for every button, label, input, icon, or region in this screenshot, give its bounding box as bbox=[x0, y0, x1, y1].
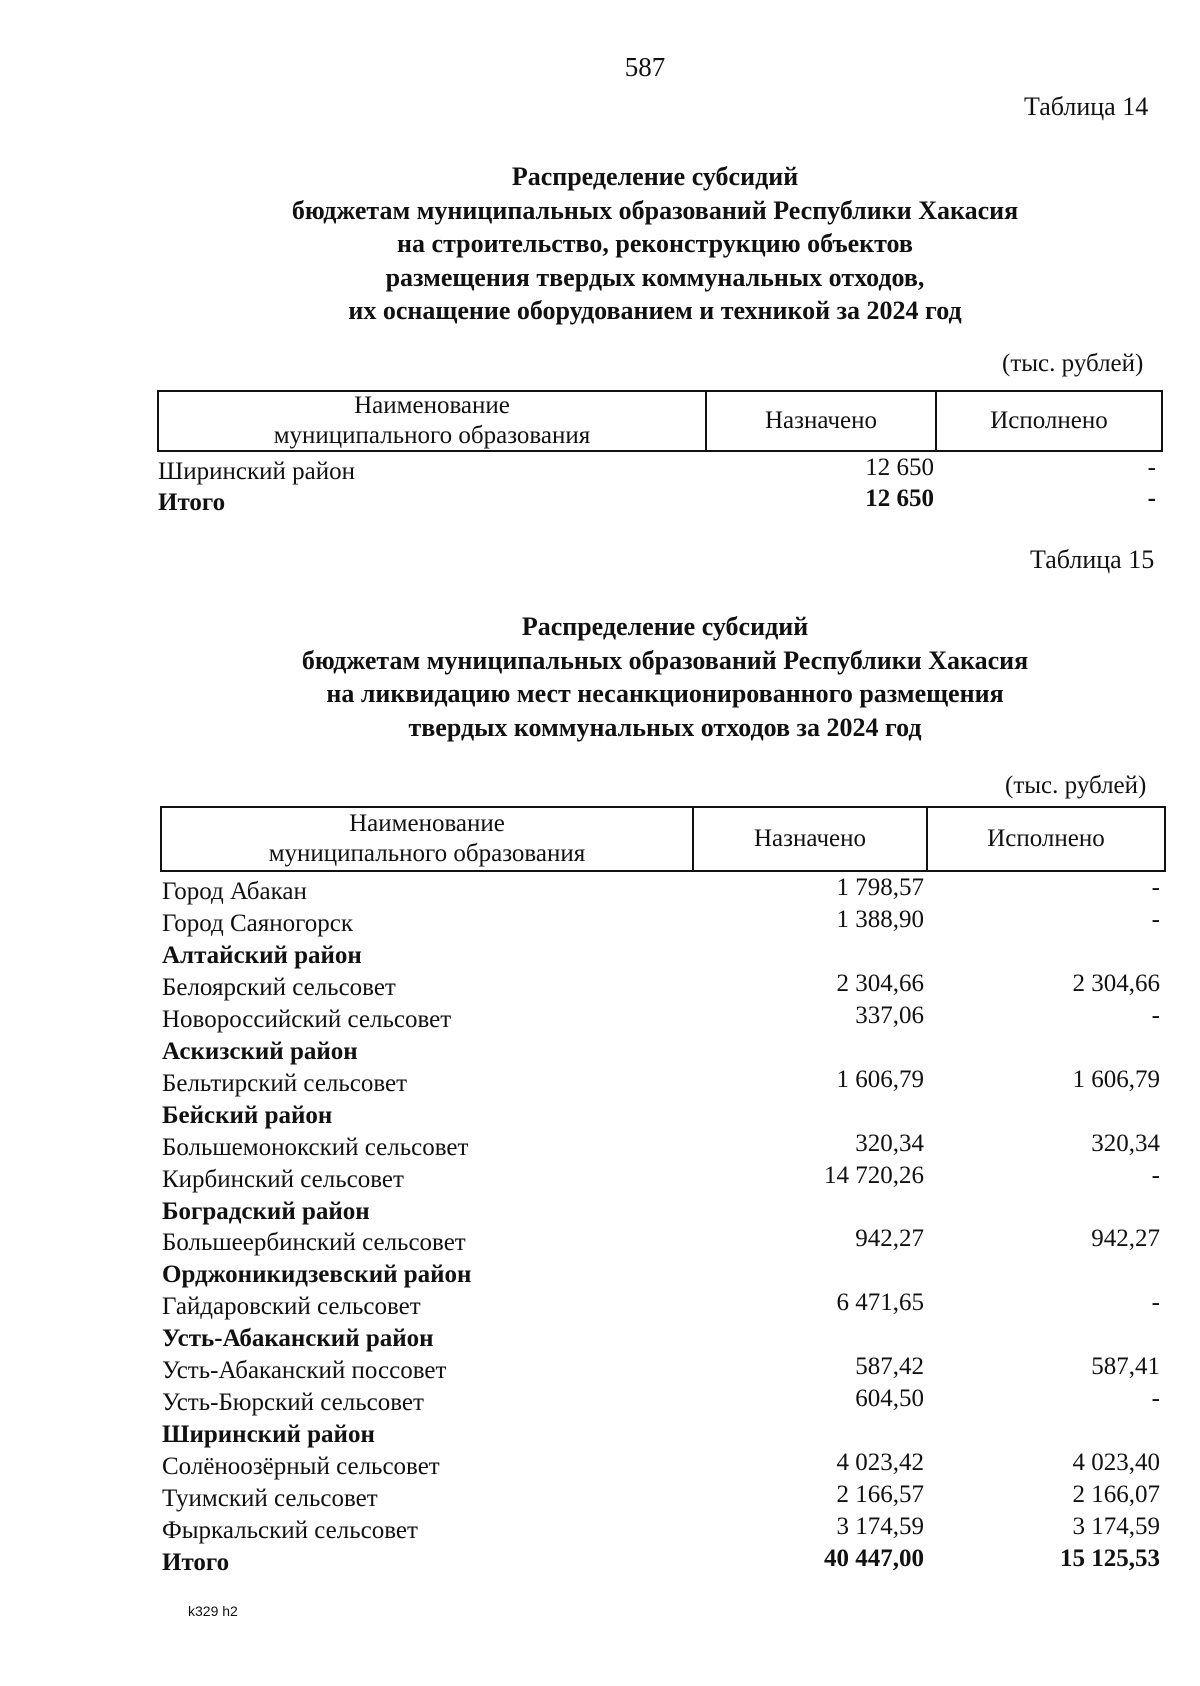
row-name: Алтайский район bbox=[162, 941, 362, 969]
header-name-line1: Наименование bbox=[354, 392, 510, 419]
row-executed-value: - bbox=[1151, 874, 1160, 901]
table15-title-line: твердых коммунальных отходов за 2024 год bbox=[408, 712, 922, 742]
row-name: Гайдаровский сельсовет bbox=[162, 1293, 421, 1321]
row-name: Фыркальский сельсовет bbox=[162, 1517, 418, 1544]
row-executed-value: 2 166,07 bbox=[1072, 1481, 1160, 1509]
row-name: Усть-Абаканский поссовет bbox=[162, 1357, 447, 1385]
table14-title-line: Распределение субсидий bbox=[511, 162, 799, 191]
row-executed-value: - bbox=[1151, 1289, 1160, 1317]
table-row bbox=[0, 1385, 1200, 1421]
footer-code: k329 h2 bbox=[188, 1603, 238, 1619]
row-executed-value: - bbox=[1151, 1385, 1160, 1413]
row-executed-value: 587,41 bbox=[1091, 1353, 1160, 1381]
row-assigned-value: 6 471,65 bbox=[836, 1289, 924, 1317]
row-name: Большеербинский сельсовет bbox=[162, 1229, 466, 1257]
row-assigned-value: 587,42 bbox=[855, 1353, 924, 1381]
row-executed-value: 3 174,59 bbox=[1072, 1513, 1160, 1540]
table14-title-line: размещения твердых коммунальных отходов, bbox=[385, 262, 925, 292]
row-assigned-value: 3 174,59 bbox=[836, 1513, 924, 1540]
row-name: Туимский сельсовет bbox=[162, 1485, 378, 1513]
row-assigned-value: 12 650 bbox=[865, 454, 934, 481]
row-assigned-value: 1 606,79 bbox=[836, 1065, 924, 1093]
row-executed-value: 15 125,53 bbox=[1060, 1544, 1160, 1572]
row-name: Аскизский район bbox=[162, 1037, 358, 1065]
row-assigned-value: 40 447,00 bbox=[824, 1544, 924, 1572]
row-name: Бейский район bbox=[162, 1101, 333, 1129]
row-name: Боградский район bbox=[162, 1197, 370, 1225]
table14-header-name bbox=[159, 392, 707, 450]
row-name: Усть-Бюрский сельсовет bbox=[162, 1389, 424, 1417]
row-assigned-value: 1 798,57 bbox=[836, 874, 924, 901]
row-assigned-value: 4 023,42 bbox=[836, 1449, 924, 1477]
table15-label: Таблица 15 bbox=[1030, 545, 1155, 574]
table14-header bbox=[157, 390, 1163, 452]
row-executed-value: - bbox=[1147, 454, 1156, 481]
page-number: 587 bbox=[624, 52, 666, 82]
table-row bbox=[0, 1065, 1200, 1102]
row-name: Ширинский район bbox=[162, 1421, 375, 1449]
row-assigned-value: 2 304,66 bbox=[836, 969, 924, 997]
row-executed-value: 1 606,79 bbox=[1072, 1065, 1160, 1093]
table-row bbox=[0, 905, 1200, 942]
row-executed-value: 320,34 bbox=[1091, 1129, 1160, 1157]
table-row bbox=[0, 1544, 1200, 1581]
row-executed-value: - bbox=[1147, 485, 1156, 512]
row-executed-value: 2 304,66 bbox=[1072, 969, 1160, 997]
row-name: Итого bbox=[158, 489, 226, 516]
table-row bbox=[0, 1161, 1200, 1198]
row-name: Солёноозёрный сельсовет bbox=[162, 1453, 440, 1481]
table14-title-line: их оснащение оборудованием и техникой за 2024 год bbox=[348, 296, 962, 325]
table14-title bbox=[150, 160, 1160, 328]
table-row bbox=[0, 1225, 1200, 1261]
table-row bbox=[0, 1001, 1200, 1038]
row-name: Усть-Абаканский район bbox=[162, 1325, 434, 1353]
row-assigned-value: 337,06 bbox=[855, 1001, 924, 1029]
row-name: Кирбинский сельсовет bbox=[162, 1165, 404, 1193]
table14-title-line: бюджетам муниципальных образований Республики Хакасия bbox=[291, 195, 1019, 225]
header-name-line1: Наименование bbox=[349, 810, 505, 837]
table15-title-line: бюджетам муниципальных образований Республики Хакасия bbox=[301, 645, 1029, 675]
table-row bbox=[0, 485, 1200, 521]
row-executed-value: 4 023,40 bbox=[1072, 1449, 1160, 1477]
row-assigned-value: 2 166,57 bbox=[836, 1481, 924, 1509]
row-assigned-value: 320,34 bbox=[855, 1129, 924, 1157]
row-name: Новороссийский сельсовет bbox=[162, 1005, 452, 1033]
row-name: Город Абакан bbox=[162, 878, 307, 905]
row-executed-value: 942,27 bbox=[1091, 1225, 1160, 1253]
row-assigned-value: 604,50 bbox=[855, 1385, 924, 1413]
row-name: Итого bbox=[162, 1548, 230, 1576]
table15-title bbox=[160, 610, 1170, 744]
row-assigned-value: 14 720,26 bbox=[824, 1161, 924, 1189]
row-executed-value: - bbox=[1151, 1001, 1160, 1029]
table14-units: (тыс. рублей) bbox=[1002, 350, 1144, 377]
row-name: Орджоникидзевский район bbox=[162, 1261, 472, 1289]
header-name-line2: муниципального образования bbox=[268, 840, 586, 867]
table15-units: (тыс. рублей) bbox=[1005, 772, 1147, 799]
row-name: Город Саяногорск bbox=[162, 909, 354, 937]
row-name: Бельтирский сельсовет bbox=[162, 1069, 408, 1097]
table14-header-assigned: Назначено bbox=[707, 392, 937, 450]
table14-label: Таблица 14 bbox=[1024, 92, 1149, 121]
header-name-line2: муниципального образования bbox=[273, 422, 591, 449]
row-name: Белоярский сельсовет bbox=[162, 973, 396, 1001]
row-assigned-value: 942,27 bbox=[855, 1225, 924, 1253]
table14-header-executed: Исполнено bbox=[990, 407, 1108, 434]
table15-header bbox=[160, 806, 1166, 872]
row-name: Ширинский район bbox=[158, 458, 355, 485]
row-executed-value: - bbox=[1151, 1161, 1160, 1189]
table15-header-executed: Исполнено bbox=[987, 825, 1105, 852]
row-executed-value: - bbox=[1151, 905, 1160, 933]
table15-header-name bbox=[162, 808, 694, 870]
table15-title-line: на ликвидацию мест несанкционированного размещения bbox=[326, 679, 1004, 708]
table-row bbox=[0, 1289, 1200, 1325]
row-assigned-value: 1 388,90 bbox=[836, 905, 924, 933]
table15-header-assigned: Назначено bbox=[694, 808, 928, 870]
table15-title-line: Распределение субсидий bbox=[521, 612, 809, 641]
table14-title-line: на строительство, реконструкцию объектов bbox=[397, 229, 913, 258]
row-assigned-value: 12 650 bbox=[865, 485, 934, 512]
row-name: Большемонокский сельсовет bbox=[162, 1133, 469, 1161]
